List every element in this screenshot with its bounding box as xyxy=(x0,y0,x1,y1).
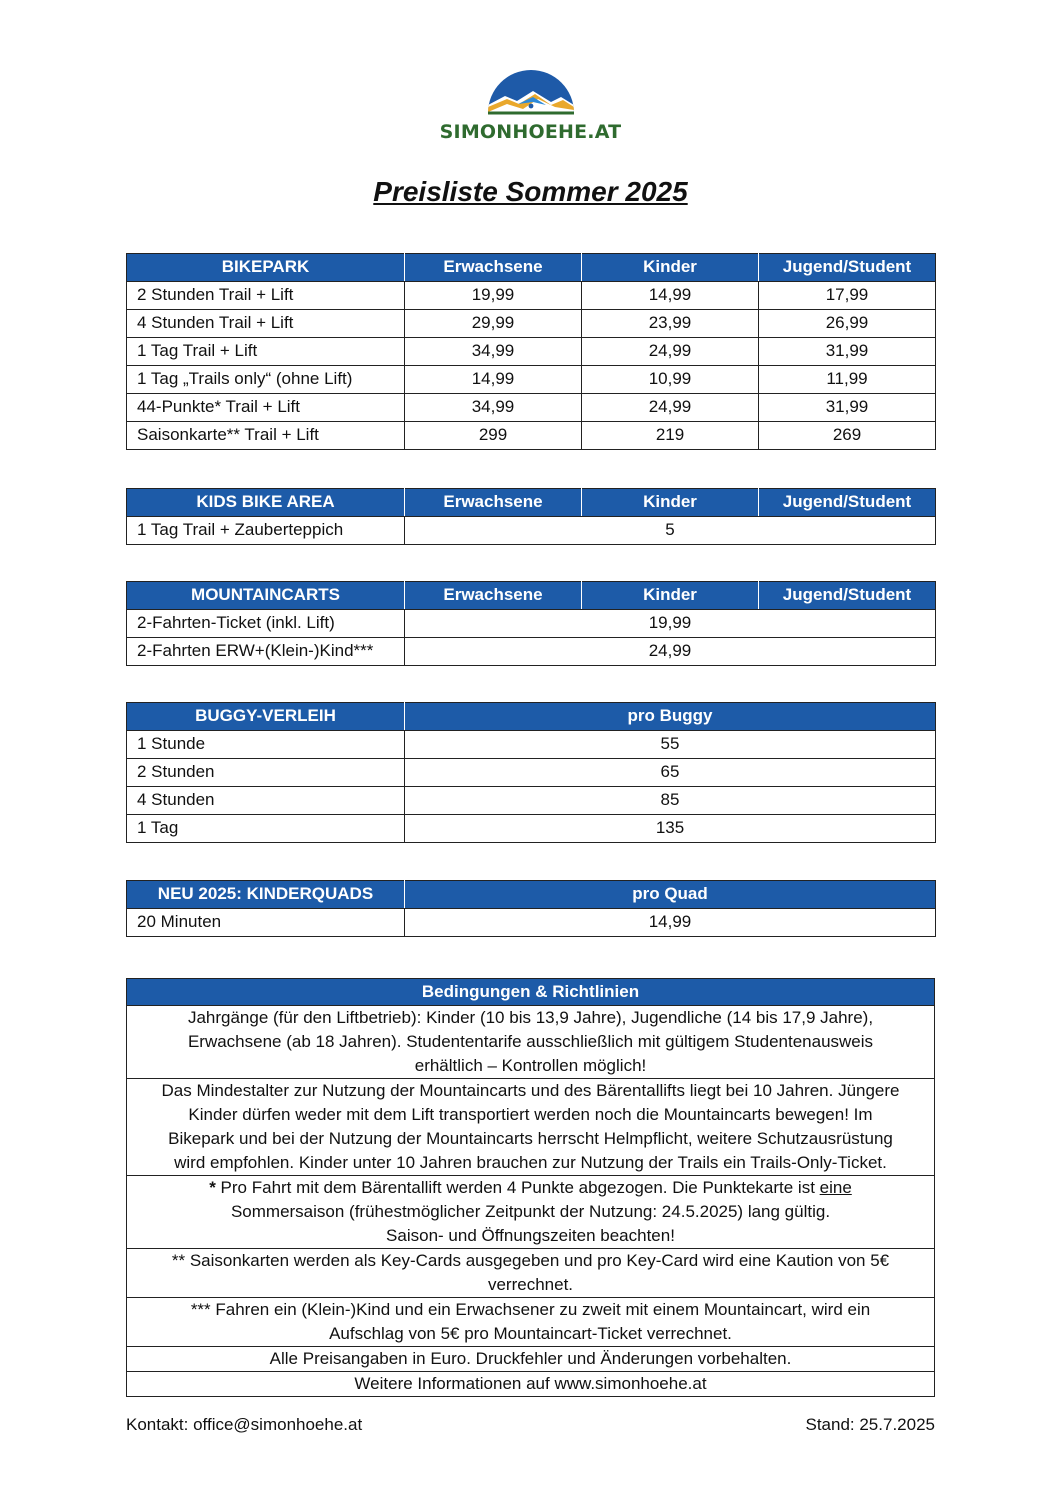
col-erwachsene: Erwachsene xyxy=(405,254,582,282)
table-row: 2-Fahrten-Ticket (inkl. Lift) 19,99 xyxy=(127,610,936,638)
col-jugend: Jugend/Student xyxy=(759,254,936,282)
quads-header: NEU 2025: KINDERQUADS xyxy=(127,881,405,909)
col-erwachsene: Erwachsene xyxy=(405,582,582,610)
table-row: 1 Tag Trail + Lift 34,99 24,99 31,99 xyxy=(127,338,936,366)
condition-more-info: Weitere Informationen auf www.simonhoehe.at xyxy=(127,1372,935,1397)
table-row: 2 Stunden 65 xyxy=(127,759,936,787)
table-row: 1 Tag 135 xyxy=(127,815,936,843)
col-kinder: Kinder xyxy=(582,489,759,517)
buggy-header: BUGGY-VERLEIH xyxy=(127,703,405,731)
table-row: 20 Minuten 14,99 xyxy=(127,909,936,937)
col-kinder: Kinder xyxy=(582,582,759,610)
mountaincarts-table xyxy=(126,581,936,666)
footer-date: Stand: 25.7.2025 xyxy=(805,1415,935,1434)
condition-season-card: ** Saisonkarten werden als Key-Cards ausgegeben und pro Key-Card wird eine Kaution von 5€ verrechnet. xyxy=(127,1249,935,1298)
table-row: Saisonkarte** Trail + Lift 299 219 269 xyxy=(127,422,936,450)
bikepark-table xyxy=(126,253,936,450)
condition-surcharge: *** Fahren ein (Klein-)Kind und ein Erwachsener zu zweit mit einem Mountaincart, wird ein Aufschlag von 5€ pro Mountaincart-Ticket verrechnet. xyxy=(127,1298,935,1347)
table-row: 1 Tag „Trails only“ (ohne Lift) 14,99 10,99 11,99 xyxy=(127,366,936,394)
kinderquads-table xyxy=(126,880,936,937)
table-row: 2-Fahrten ERW+(Klein-)Kind*** 24,99 xyxy=(127,638,936,666)
buggy-table xyxy=(126,702,936,843)
condition-prices-note: Alle Preisangaben in Euro. Druckfehler und Änderungen vorbehalten. xyxy=(127,1347,935,1372)
table-row: 1 Tag Trail + Zauberteppich 5 xyxy=(127,517,936,545)
table-row: 1 Stunde 55 xyxy=(127,731,936,759)
table-row: 44-Punkte* Trail + Lift 34,99 24,99 31,99 xyxy=(127,394,936,422)
condition-minimum-age: Das Mindestalter zur Nutzung der Mountaincarts und des Bärentallifts liegt bei 10 Jahren. Jüngere Kinder dürfen weder mit dem Lift transportiert werden noch die Mountaincarts bewegen! Im Bikepark und bei der Nutzung der Mountaincarts herrscht Helmpflicht, weitere Schutzausrüstung wird empfohlen. Kinder unter 10 Jahren brauchen zur Nutzung der Trails ein Trails-Only-Ticket. xyxy=(127,1079,935,1176)
col-jugend: Jugend/Student xyxy=(759,489,936,517)
col-pro-quad: pro Quad xyxy=(405,881,936,909)
col-pro-buggy: pro Buggy xyxy=(405,703,936,731)
page-title: Preisliste Sommer 2025 xyxy=(373,176,688,207)
kids-bike-area-table xyxy=(126,488,936,545)
condition-points-card: * Pro Fahrt mit dem Bärentallift werden 4 Punkte abgezogen. Die Punktekarte ist eine Sommersaison (frühestmöglicher Zeitpunkt der Nutzung: 24.5.2025) lang gültig. Saison- und Öffnungszeiten beachten! xyxy=(127,1176,935,1249)
conditions-header: Bedingungen & Richtlinien xyxy=(127,979,935,1006)
bikepark-header: BIKEPARK xyxy=(127,254,405,282)
col-erwachsene: Erwachsene xyxy=(405,489,582,517)
table-row: 4 Stunden 85 xyxy=(127,787,936,815)
carts-header: MOUNTAINCARTS xyxy=(127,582,405,610)
logo-wordmark: SIMONHOEHE.AT xyxy=(439,121,622,143)
footer-contact: Kontakt: office@simonhoehe.at xyxy=(126,1415,363,1434)
condition-age-groups: Jahrgänge (für den Liftbetrieb): Kinder (10 bis 13,9 Jahre), Jugendliche (14 bis 17,9 Jahre), Erwachsene (ab 18 Jahren). Studententarife ausschließlich mit gültigem Studentenausweis erhältlich – Kontrollen möglich! xyxy=(127,1006,935,1079)
table-row: 2 Stunden Trail + Lift 19,99 14,99 17,99 xyxy=(127,282,936,310)
col-kinder: Kinder xyxy=(582,254,759,282)
conditions-table xyxy=(126,978,935,1397)
table-row: 4 Stunden Trail + Lift 29,99 23,99 26,99 xyxy=(127,310,936,338)
col-jugend: Jugend/Student xyxy=(759,582,936,610)
kids-header: KIDS BIKE AREA xyxy=(127,489,405,517)
